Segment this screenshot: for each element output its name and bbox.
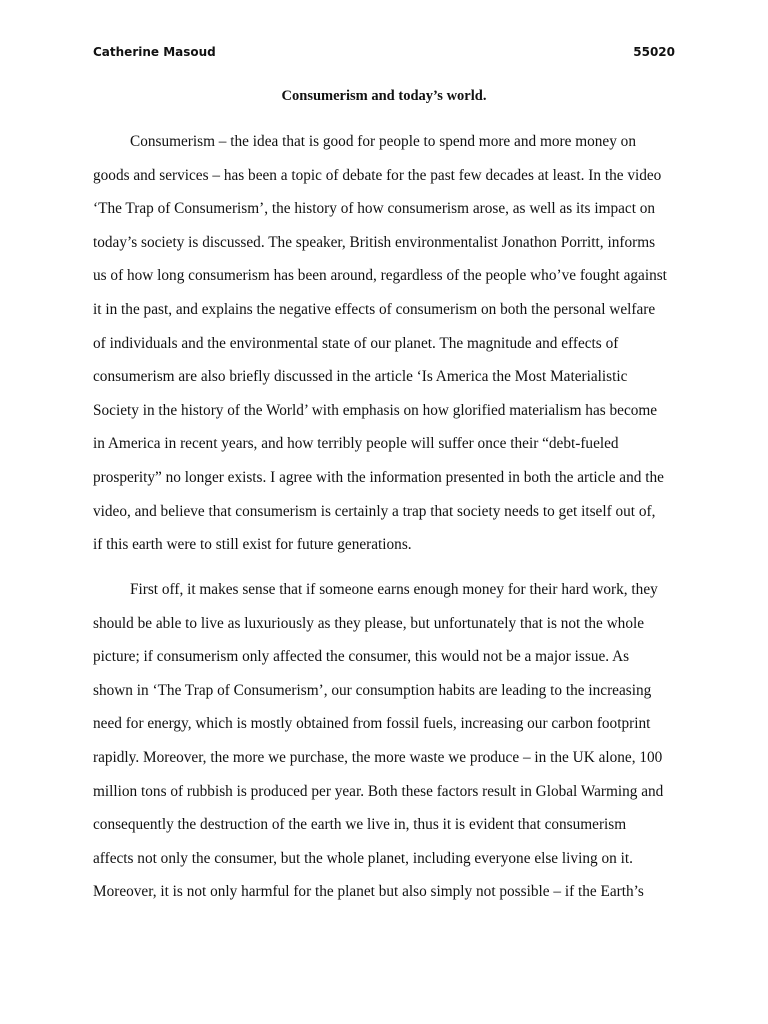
paragraph-2: [93, 580, 693, 916]
text-line: Society in the history of the World’ with emphasis on how glorified materialism has become: [93, 401, 658, 419]
text-line: shown in ‘The Trap of Consumerism’, our consumption habits are leading to the increasing: [93, 681, 652, 699]
text-line: should be able to live as luxuriously as they please, but unfortunately that is not the whole: [93, 614, 645, 632]
text-line: need for energy, which is mostly obtained from fossil fuels, increasing our carbon footprint: [93, 715, 651, 733]
text-line: today’s society is discussed. The speaker, British environmentalist Jonathon Porritt, informs: [93, 233, 656, 251]
text-line: Moreover, it is not only harmful for the planet but also simply not possible – if the Earth’s: [93, 883, 644, 901]
text-line: Consumerism – the idea that is good for people to spend more and more money on: [130, 133, 636, 150]
text-line: ‘The Trap of Consumerism’, the history of how consumerism arose, as well as its impact on: [93, 200, 656, 218]
essay-title: Consumerism and today’s world.: [281, 88, 487, 104]
page-header: [93, 42, 675, 62]
text-line: in America in recent years, and how terribly people will suffer once their “debt-fueled: [93, 435, 619, 453]
text-line: of individuals and the environmental state of our planet. The magnitude and effects of: [93, 334, 619, 352]
text-line: us of how long consumerism has been around, regardless of the people who’ve fought against: [93, 267, 667, 285]
text-line: consequently the destruction of the earth we live in, thus it is evident that consumerism: [93, 816, 627, 834]
text-line: consumerism are also briefly discussed in the article ‘Is America the Most Materialistic: [93, 368, 628, 386]
text-line: First off, it makes sense that if someone earns enough money for their hard work, they: [130, 581, 658, 598]
text-line: video, and believe that consumerism is certainly a trap that society needs to get itself out of,: [93, 502, 656, 520]
text-line: million tons of rubbish is produced per year. Both these factors result in Global Warming and: [93, 782, 664, 800]
text-line: picture; if consumerism only affected the consumer, this would not be a major issue. As: [93, 648, 630, 666]
text-line: rapidly. Moreover, the more we purchase, the more waste we produce – in the UK alone, 100: [93, 748, 663, 766]
paragraph-1: [93, 132, 693, 569]
author-name: Catherine Masoud: [93, 45, 216, 59]
text-line: it in the past, and explains the negative effects of consumerism on both the personal welfare: [93, 300, 656, 318]
id-number: 55020: [633, 45, 675, 59]
text-line: prosperity” no longer exists. I agree with the information presented in both the article and the: [93, 468, 664, 486]
text-line: affects not only the consumer, but the whole planet, including everyone else living on it.: [93, 849, 633, 867]
text-line: goods and services – has been a topic of debate for the past few decades at least. In the video: [93, 166, 662, 184]
text-line: if this earth were to still exist for future generations.: [93, 536, 412, 554]
